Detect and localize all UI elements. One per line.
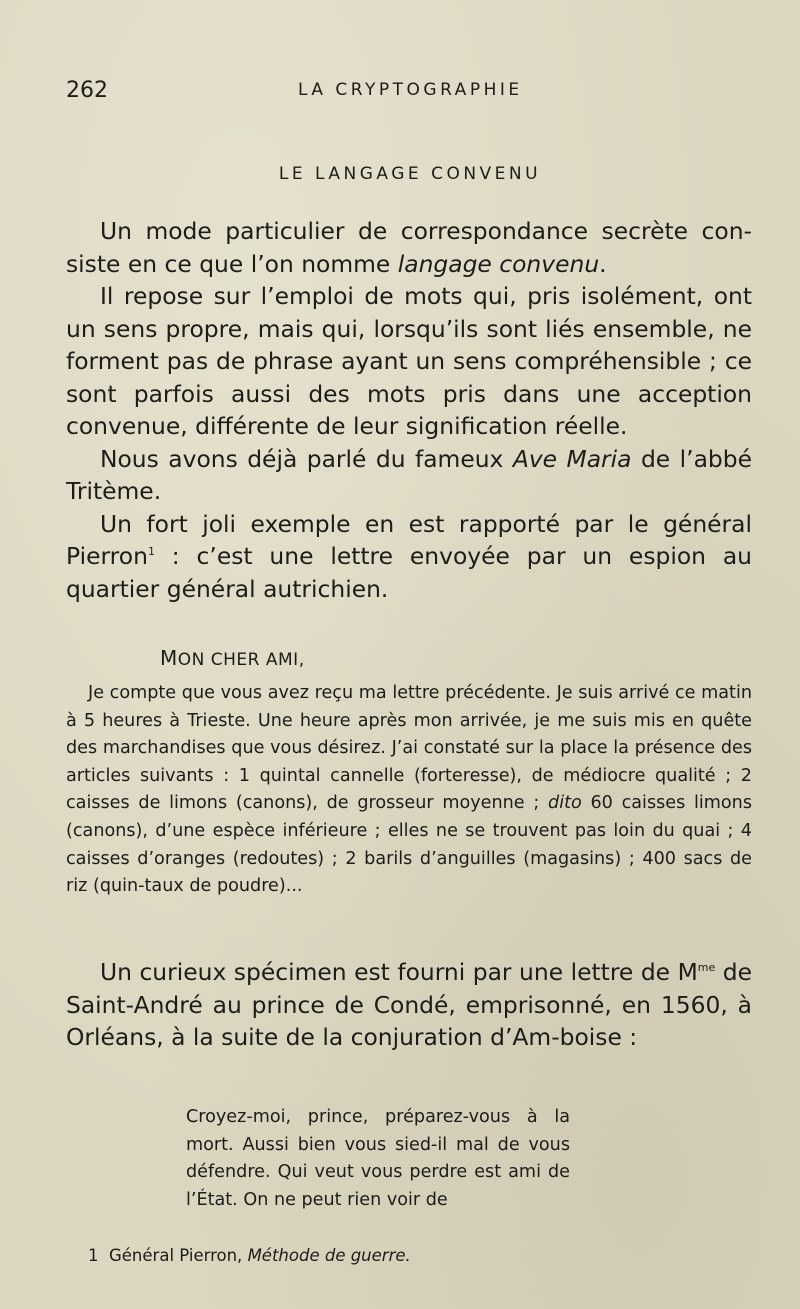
salutation-rest: ON CHER AMI, [177, 650, 305, 670]
superscript: me [697, 961, 716, 975]
paragraph-text: Nous avons déjà parlé du fameux [100, 444, 513, 473]
paragraph-text: . [599, 249, 607, 278]
paragraph [66, 443, 752, 508]
footnote-number: 1 [88, 1246, 99, 1265]
spy-letter-body [66, 680, 752, 901]
paragraph-text: Un mode particulier de correspondance secrète con-siste en ce que l’on nomme [66, 217, 752, 278]
salutation-initial: M [160, 646, 178, 670]
letter-text: Je compte que vous avez reçu ma lettre précédente. Je suis arrivé ce matin à 5 heures à Trieste. Une heure après mon arrivée, je me suis mis en quête des marchandises que vous désirez. J’ai constaté sur la place la présence des articles suivants : 1 quintal cannelle (forteresse), de médiocre qualité ; 2 caisses de limons (canons), de grosseur moyenne ; [66, 683, 752, 814]
term-ave-maria: Ave Maria [512, 444, 632, 473]
page-header [66, 78, 734, 108]
footnote-title: Méthode de guerre. [247, 1246, 411, 1265]
letter-dito: dito [548, 793, 582, 814]
paragraph-text: Un curieux spécimen est fourni par une lettre de M [100, 958, 698, 986]
conde-letter [186, 1104, 570, 1214]
paragraph: Il repose sur l’emploi de mots qui, pris isolément, ont un sens propre, mais qui, lorsqu’ils sont liés ensemble, ne forment pas de phrase ayant un sens compréhensible ; ce sont parfois aussi des mots pris dans une acception convenue, différente de leur signification réelle. [66, 282, 752, 440]
term-langage-convenu: langage convenu [397, 249, 600, 278]
running-title: LA CRYPTOGRAPHIE [298, 80, 523, 100]
letter-text: 60 caisses limons (canons), d’une espèce inférieure ; elles ne se trouvent pas loin du quai ; 4 caisses d’oranges (redoutes) ; 2 barils d’anguilles (magasins) ; 400 sacs de riz (quin-taux de poudre)... [66, 793, 752, 897]
paragraph [66, 956, 752, 1054]
footnote-marker: 1 [147, 545, 155, 559]
conde-letter-text: Croyez-moi, prince, préparez-vous à la mort. Aussi bien vous sied-il mal de vous défendre. Qui veut vous perdre est ami de l’État. On ne peut rien voir de [186, 1107, 570, 1210]
paragraph [66, 508, 752, 606]
footnote-author: Général Pierron, [109, 1246, 248, 1265]
paragraph-text: de Saint-André au prince de Condé, emprisonné, en 1560, à Orléans, à la suite de la conjuration d’Am-boise : [66, 958, 752, 1051]
spy-letter [66, 680, 752, 901]
spy-letter-salutation [160, 646, 305, 670]
section-title: LE LANGAGE CONVENU [278, 164, 542, 184]
paragraph-text: : c’est une lettre envoyée par un espion au quartier général autrichien. [66, 542, 752, 603]
paragraph-text: Un fort joli exemple en est rapporté par le général Pierron [66, 509, 752, 570]
paragraph [66, 215, 752, 280]
page-number: 262 [66, 78, 108, 103]
second-example [66, 956, 752, 1054]
footnote [88, 1246, 411, 1265]
intro-text [66, 215, 752, 605]
paragraph-text: de l’abbé Tritème. [66, 444, 752, 505]
